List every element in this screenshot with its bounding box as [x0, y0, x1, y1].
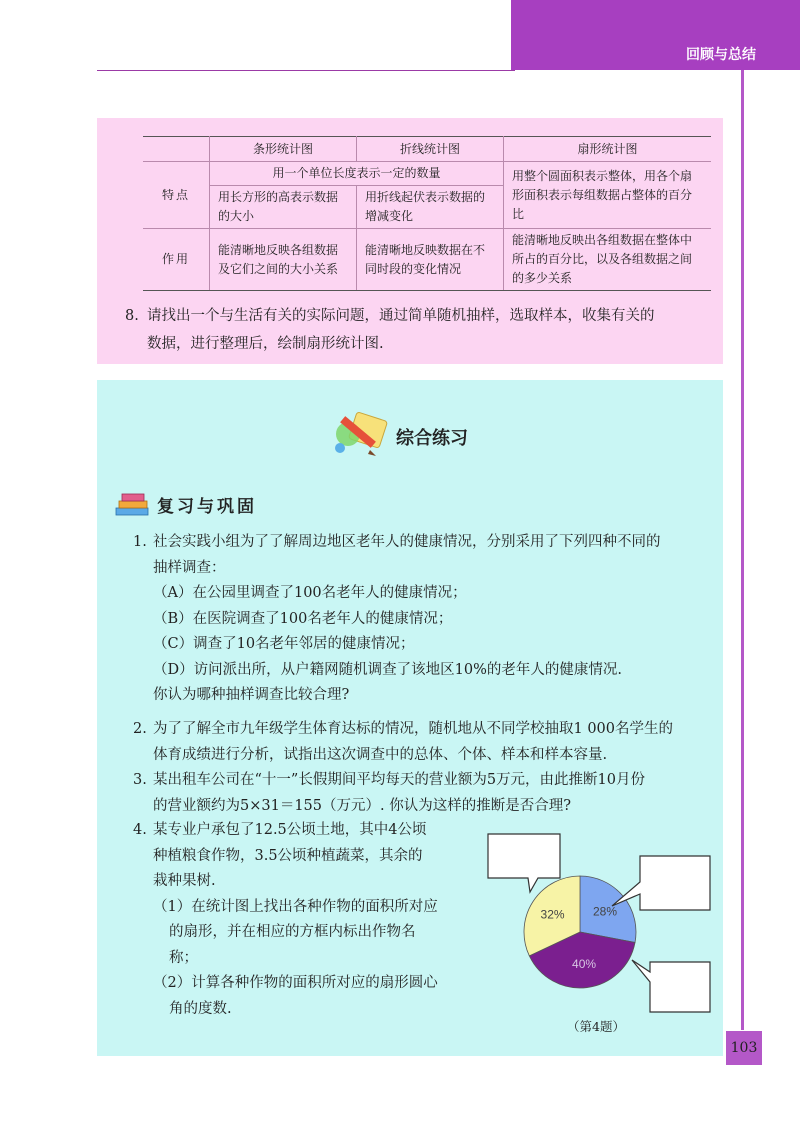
- subsection-heading: [113, 490, 313, 520]
- option-b: （B）在医院调查了100名老年人的健康情况；: [153, 610, 453, 627]
- pencil-ruler-icon: [330, 410, 390, 464]
- question-text: 栽种果树.: [153, 873, 216, 889]
- question-text: 为了了解全市九年级学生体育达标的情况，随机地从不同学校抽取1 000名学生的: [153, 721, 674, 737]
- margin-rule: [741, 70, 744, 1030]
- col-header-pie: 扇形统计图: [504, 137, 712, 162]
- subsection-title: 复习与巩固: [157, 497, 257, 517]
- books-icon: [113, 490, 153, 520]
- bar-feature-cell: 用长方形的高表示数据的大小: [210, 186, 357, 229]
- option-d: （D）访问派出所，从户籍网随机调查了该地区10%的老年人的健康情况.: [153, 661, 622, 678]
- pie-slice-label: 40%: [572, 957, 597, 972]
- question-2: [133, 717, 673, 768]
- question-text: 请找出一个与生活有关的实际问题，通过简单随机抽样，选取样本，收集有关的: [147, 308, 655, 324]
- option-c: （C）调查了10名老年邻居的健康情况；: [153, 636, 415, 652]
- table-corner: [143, 137, 210, 162]
- pie-chart: [480, 832, 720, 1022]
- question-number: 8.: [125, 308, 139, 324]
- label-box-left: [488, 834, 560, 892]
- pie-chart-figure: [480, 832, 720, 1042]
- subquestion-1-cont: 称；: [169, 949, 198, 966]
- question-text: 数据，进行整理后，绘制扇形统计图.: [147, 336, 384, 352]
- question-text: 某出租车公司在“十一”长假期间平均每天的营业额为5万元，由此推断10月份: [153, 772, 645, 788]
- row-label-usage: 作用: [143, 229, 210, 291]
- pie-slice-label: 28%: [593, 904, 618, 919]
- question-text: 种植粮食作物，3.5公顷种植蔬菜，其余的: [153, 847, 423, 864]
- question-text: 抽样调查：: [153, 559, 226, 576]
- question-number: 1.: [133, 534, 147, 550]
- line-usage-cell: 能清晰地反映数据在不同时段的变化情况: [357, 229, 504, 291]
- question-text: 体育成绩进行分析，试指出这次调查中的总体、个体、样本和样本容量.: [153, 746, 608, 763]
- question-8: [125, 302, 715, 358]
- subquestion-2-cont: 角的度数.: [169, 1000, 232, 1017]
- question-number: 4.: [133, 822, 147, 838]
- question-text: 的营业额约为5×31＝155（万元）. 你认为这样的推断是否合理?: [153, 797, 571, 814]
- pie-feature-cell: 用整个圆面积表示整体，用各个扇形面积表示每组数据占整体的百分比: [504, 162, 712, 229]
- question-text: 社会实践小组为了了解周边地区老年人的健康情况，分别采用了下列四种不同的: [153, 534, 661, 550]
- question-text: 某专业户承包了12.5公顷土地，其中4公顷: [153, 822, 427, 838]
- header-rule: [97, 70, 515, 71]
- figure-caption: （第4题）: [567, 1019, 625, 1034]
- bar-usage-cell: 能清晰地反映各组数据及它们之间的大小关系: [210, 229, 357, 291]
- question-number: 2.: [133, 721, 147, 737]
- option-a: （A）在公园里调查了100名老年人的健康情况；: [153, 585, 467, 601]
- subquestion-2: （2）计算各种作物的面积所对应的扇形圆心: [153, 975, 438, 991]
- line-feature-cell: 用折线起伏表示数据的增减变化: [357, 186, 504, 229]
- question-4: [133, 818, 438, 1022]
- col-header-line: 折线统计图: [357, 137, 504, 162]
- question-prompt: 你认为哪种抽样调查比较合理?: [153, 687, 350, 703]
- shared-feature-cell: 用一个单位长度表示一定的数量: [210, 162, 504, 186]
- question-1: [133, 530, 661, 709]
- page-number: 103: [726, 1031, 762, 1065]
- col-header-bar: 条形统计图: [210, 137, 357, 162]
- chart-comparison-table: [143, 136, 711, 291]
- exercise-heading: [330, 410, 510, 464]
- subquestion-1-cont: 的扇形，并在相应的方框内标出作物名: [169, 924, 416, 940]
- row-label-features: 特点: [143, 162, 210, 229]
- section-title: 回顾与总结: [686, 47, 756, 63]
- question-number: 3.: [133, 772, 147, 788]
- label-box-bottom: [632, 960, 710, 1012]
- question-3: [133, 768, 645, 819]
- subquestion-1: （1）在统计图上找出各种作物的面积所对应: [153, 898, 438, 915]
- pie-slice-label: 32%: [540, 907, 565, 922]
- exercise-title: 综合练习: [396, 428, 468, 449]
- pie-usage-cell: 能清晰地反映出各组数据在整体中所占的百分比，以及各组数据之间的多少关系: [504, 229, 712, 291]
- section-tab: [511, 0, 800, 70]
